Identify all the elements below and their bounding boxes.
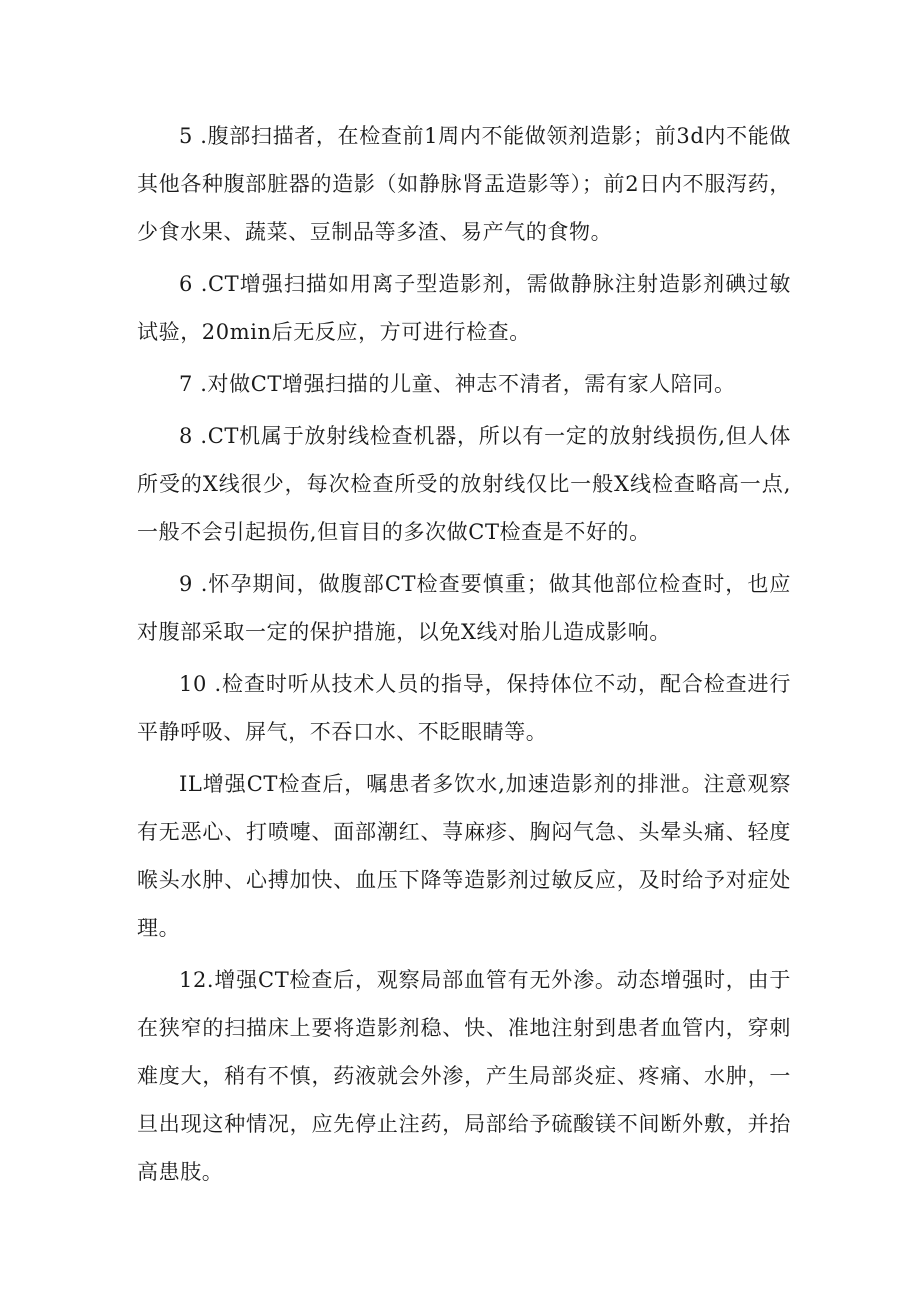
paragraph-item-10: 10 .检查时听从技术人员的指导，保持体位不动，配合检查进行平静呼吸、屏气，不吞口水、不眨眼睛等。 (137, 672, 791, 744)
paragraph-item-11: IL增强CT检查后，嘱患者多饮水,加速造影剂的排泄。注意观察有无恶心、打喷嚏、面部潮红、荨麻疹、胸闷气急、头晕头痛、轻度喉头水肿、心搏加快、血压下降等造影剂过敏反应，及时给予对症处理。 (137, 772, 791, 940)
document-body (137, 112, 791, 1200)
paragraph-item-5: 5 .腹部扫描者，在检查前1周内不能做领剂造影；前3d内不能做其他各种腹部脏器的造影（如静脉肾盂造影等）；前2日内不服泻药，少食水果、蔬菜、豆制品等多渣、易产气的食物。 (137, 124, 791, 244)
paragraph-item-12: 12.增强CT检查后，观察局部血管有无外渗。动态增强时，由于在狭窄的扫描床上要将造影剂稳、快、准地注射到患者血管内，穿刺难度大，稍有不慎，药液就会外渗，产生局部炎症、疼痛、水肿，一旦出现这种情况，应先停止注药，局部给予硫酸镁不间断外敷，并抬高患肢。 (137, 968, 791, 1184)
paragraph-item-7: 7 .对做CT增强扫描的儿童、神志不清者，需有家人陪同。 (179, 372, 736, 396)
paragraph-item-8: 8 .CT机属于放射线检查机器，所以有一定的放射线损伤,但人体所受的X线很少，每次检查所受的放射线仅比一般X线检查略高一点,一般不会引起损伤,但盲目的多次做CT检查是不好的。 (137, 424, 791, 544)
paragraph-item-9: 9 .怀孕期间，做腹部CT检查要慎重；做其他部位检查时，也应对腹部采取一定的保护措施，以免X线对胎儿造成影响。 (137, 572, 791, 644)
paragraph-item-6: 6 .CT增强扫描如用离子型造影剂，需做静脉注射造影剂碘过敏试验，20min后无反应，方可进行检查。 (137, 272, 791, 344)
